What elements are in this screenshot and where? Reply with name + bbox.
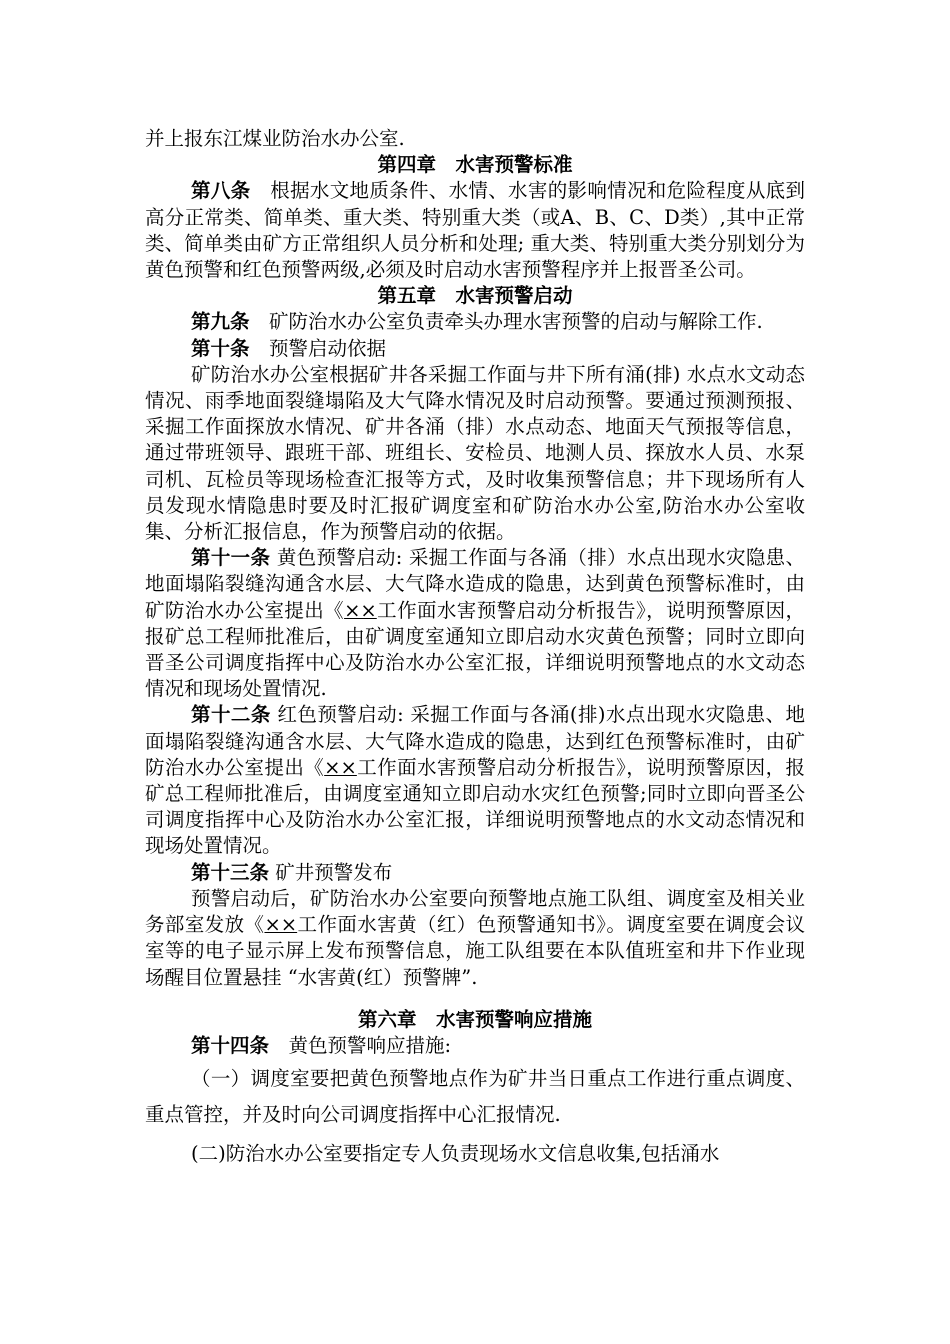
paragraph-intro: 并上报东江煤业防治水办公室. — [145, 127, 405, 150]
article-13-body — [145, 886, 805, 991]
chapter-4-heading: 第四章 水害预警标准 — [377, 153, 573, 177]
article-11 — [145, 545, 805, 702]
article-12-text-b: 工作面水害预警启动分析报告》，说明预警原因，报矿总工程师批准后，由调度室通知立即启动水灾红色预警;同时立即向晋圣公司调度指挥中心及防治水办公室汇报，详细说明预警地点的水文动态情况和现场处置情况。 — [145, 755, 805, 858]
article-10-text: 预警启动依据 — [249, 336, 387, 360]
article-13-text: 矿井预警发布 — [269, 860, 393, 884]
article-11-text-a: 黄色预警启动: 采掘工作面与各涌（排）水点出现水灾隐患、地面塌陷裂缝沟通含水层、大气降水造成的隐患，达到黄色预警标准时，由矿防治水办公室提出《 — [145, 546, 805, 622]
article-13-placeholder: ×× — [264, 913, 298, 937]
spacer — [145, 991, 805, 1007]
article-8-text: 根据水文地质条件、水情、水害的影响情况和危险程度从底到高分正常类、简单类、重大类、特别重大类（或A、B、C、D类）,其中正常类、简单类由矿方正常组织人员分析和处理; 重大类、特别重大类分别划分为黄色预警和红色预警两级,必须及时启动水害预警程序并上报晋圣公司。 — [145, 179, 805, 282]
article-11-placeholder: ×× — [344, 598, 377, 622]
article-12-text-a: 红色预警启动: 采掘工作面与各涌(排)水点出现水灾隐患、地面塌陷裂缝沟通含水层、大气降水造成的隐患，达到红色预警标准时，由矿防治水办公室提出《 — [145, 703, 805, 779]
article-10-body: 矿防治水办公室根据矿井各采掘工作面与井下所有涌(排) 水点水文动态情况、雨季地面裂缝塌陷及大气降水情况及时启动预警。要通过预测预报、采掘工作面探放水情况、矿井各涌（排）水点动态、地面天气预报等信息，通过带班领导、跟班干部、班组长、安检员、地测人员、探放水人员、水泵司机、瓦检员等现场检查汇报等方式，及时收集预警信息；井下现场所有人员发现水情隐患时要及时汇报矿调度室和矿防治水办公室,防治水办公室收集、分析汇报信息，作为预警启动的依据。 — [145, 362, 805, 544]
article-10-title: 第十条 — [191, 336, 250, 360]
chapter-6-heading: 第六章 水害预警响应措施 — [357, 1007, 592, 1031]
article-13-title: 第十三条 — [191, 860, 270, 884]
article-14 — [145, 1033, 805, 1059]
article-13 — [145, 860, 805, 886]
article-8 — [145, 178, 805, 283]
article-11-title: 第十一条 — [191, 546, 271, 570]
article-14-item-1: （一）调度室要把黄色预警地点作为矿井当日重点工作进行重点调度、重点管控，并及时向公司调度指挥中心汇报情况. — [145, 1067, 805, 1127]
article-8-title: 第八条 — [191, 179, 251, 203]
article-13-body-b: 工作面水害黄（红）色预警通知书》。调度室要在调度会议室等的电子显示屏上发布预警信息，施工队组要在本队值班室和井下作业现场醒目位置悬挂 “水害黄(红）预警牌”. — [145, 913, 805, 989]
article-9 — [145, 309, 805, 335]
article-14-item-2: (二)防治水办公室要指定专人负责现场水文信息收集,包括涌水 — [191, 1142, 720, 1166]
article-12-title: 第十二条 — [191, 703, 271, 727]
article-13-body-a: 预警启动后，矿防治水办公室要向预警地点施工队组、调度室及相关业务部室发放《 — [145, 886, 805, 937]
article-11-text-b: 工作面水害预警启动分析报告》，说明预警原因，报矿总工程师批准后，由矿调度室通知立即启动水灾黄色预警；同时立即向晋圣公司调度指挥中心及防治水办公室汇报，详细说明预警地点的水文动态情况和现场处置情况. — [145, 598, 805, 701]
article-12-placeholder: ×× — [324, 755, 357, 779]
article-14-text: 黄色预警响应措施: — [269, 1033, 452, 1057]
document-body — [145, 126, 805, 1167]
article-9-title: 第九条 — [191, 310, 250, 334]
article-10 — [145, 336, 805, 362]
article-14-title: 第十四条 — [191, 1033, 270, 1057]
article-9-text: 矿防治水办公室负责牵头办理水害预警的启动与解除工作. — [249, 310, 763, 334]
article-12 — [145, 702, 805, 859]
chapter-5-heading: 第五章 水害预警启动 — [377, 284, 573, 308]
